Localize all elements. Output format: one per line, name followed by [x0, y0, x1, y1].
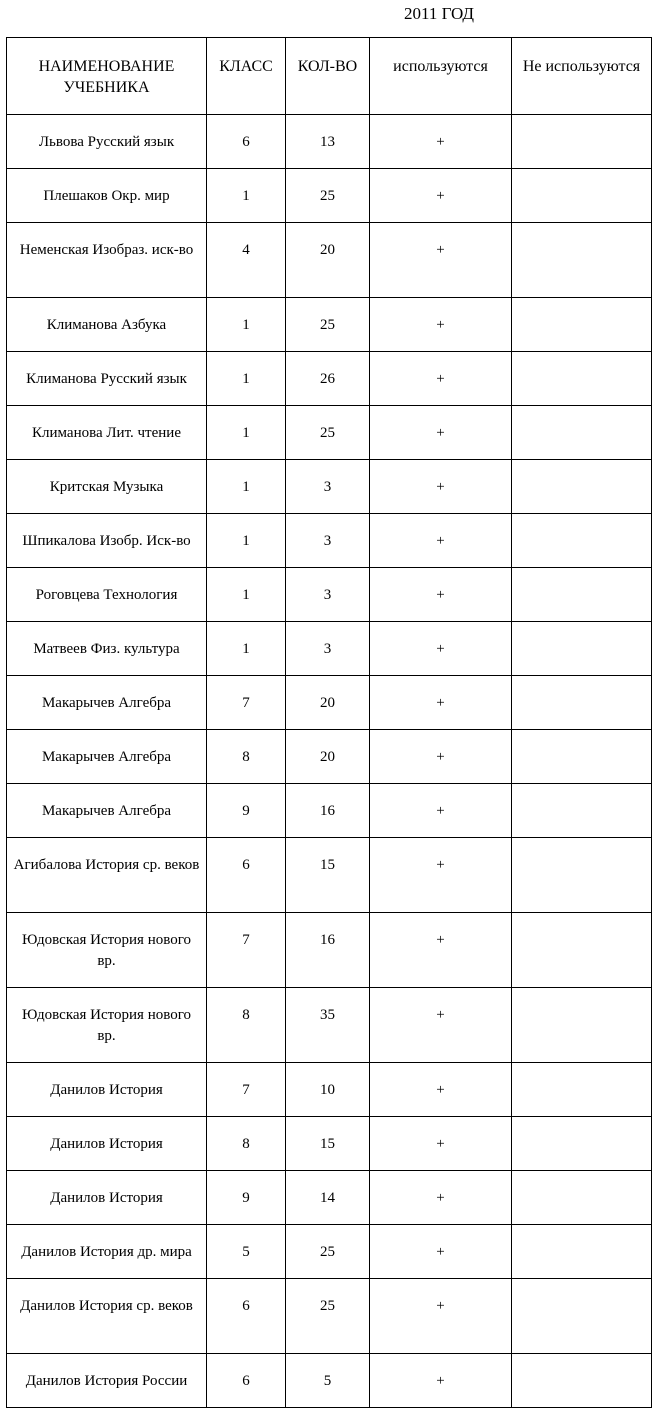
cell-count: 15: [286, 838, 370, 913]
cell-name: Макарычев Алгебра: [7, 730, 207, 784]
cell-count: 3: [286, 514, 370, 568]
cell-name: Агибалова История ср. веков: [7, 838, 207, 913]
cell-name: Матвеев Физ. культура: [7, 622, 207, 676]
cell-used: +: [370, 568, 512, 622]
cell-class: 6: [207, 1279, 286, 1354]
cell-count: 14: [286, 1171, 370, 1225]
table-row: [7, 784, 652, 838]
cell-used: +: [370, 1354, 512, 1408]
cell-used: +: [370, 406, 512, 460]
cell-used: +: [370, 730, 512, 784]
cell-count: 26: [286, 352, 370, 406]
cell-class: 1: [207, 406, 286, 460]
cell-name: Юдовская История нового вр.: [7, 988, 207, 1063]
header-name: НАИМЕНОВАНИЕ УЧЕБНИКА: [7, 38, 207, 115]
cell-count: 13: [286, 115, 370, 169]
cell-not-used: [512, 784, 652, 838]
table-header-row: [7, 38, 652, 115]
cell-used: +: [370, 913, 512, 988]
table-row: [7, 1063, 652, 1117]
table-row: [7, 838, 652, 913]
table-row: [7, 514, 652, 568]
cell-not-used: [512, 568, 652, 622]
cell-used: +: [370, 1117, 512, 1171]
cell-name: Роговцева Технология: [7, 568, 207, 622]
cell-class: 6: [207, 115, 286, 169]
cell-name: Данилов История: [7, 1117, 207, 1171]
cell-used: +: [370, 988, 512, 1063]
cell-count: 15: [286, 1117, 370, 1171]
cell-not-used: [512, 838, 652, 913]
table-row: [7, 622, 652, 676]
cell-class: 1: [207, 514, 286, 568]
cell-count: 20: [286, 676, 370, 730]
cell-not-used: [512, 352, 652, 406]
cell-not-used: [512, 115, 652, 169]
cell-used: +: [370, 169, 512, 223]
cell-not-used: [512, 988, 652, 1063]
cell-name: Юдовская История нового вр.: [7, 913, 207, 988]
cell-name: Климанова Азбука: [7, 298, 207, 352]
table-row: [7, 676, 652, 730]
table-row: [7, 169, 652, 223]
table-row: [7, 1279, 652, 1354]
cell-not-used: [512, 1171, 652, 1225]
cell-name: Данилов История ср. веков: [7, 1279, 207, 1354]
cell-used: +: [370, 1063, 512, 1117]
cell-count: 16: [286, 784, 370, 838]
cell-used: +: [370, 514, 512, 568]
cell-used: +: [370, 838, 512, 913]
cell-class: 5: [207, 1225, 286, 1279]
cell-count: 5: [286, 1354, 370, 1408]
cell-count: 25: [286, 1279, 370, 1354]
table-row: [7, 1225, 652, 1279]
cell-not-used: [512, 169, 652, 223]
cell-used: +: [370, 352, 512, 406]
header-count: КОЛ-ВО: [286, 38, 370, 115]
header-not-used: Не используются: [512, 38, 652, 115]
cell-name: Климанова Лит. чтение: [7, 406, 207, 460]
cell-count: 25: [286, 406, 370, 460]
cell-name: Данилов История России: [7, 1354, 207, 1408]
cell-class: 7: [207, 676, 286, 730]
table-row: [7, 1117, 652, 1171]
cell-name: Плешаков Окр. мир: [7, 169, 207, 223]
cell-count: 3: [286, 568, 370, 622]
cell-used: +: [370, 298, 512, 352]
table-row: [7, 1354, 652, 1408]
cell-class: 8: [207, 988, 286, 1063]
cell-used: +: [370, 460, 512, 514]
cell-name: Макарычев Алгебра: [7, 784, 207, 838]
cell-name: Макарычев Алгебра: [7, 676, 207, 730]
table-row: [7, 988, 652, 1063]
table-row: [7, 568, 652, 622]
table-row: [7, 115, 652, 169]
cell-class: 8: [207, 1117, 286, 1171]
cell-name: Неменская Изобраз. иск-во: [7, 223, 207, 298]
cell-class: 8: [207, 730, 286, 784]
cell-not-used: [512, 514, 652, 568]
table-row: [7, 406, 652, 460]
cell-not-used: [512, 406, 652, 460]
cell-name: Львова Русский язык: [7, 115, 207, 169]
cell-class: 1: [207, 622, 286, 676]
cell-class: 1: [207, 460, 286, 514]
cell-count: 20: [286, 223, 370, 298]
cell-class: 6: [207, 1354, 286, 1408]
cell-not-used: [512, 1354, 652, 1408]
table-row: [7, 1171, 652, 1225]
cell-not-used: [512, 298, 652, 352]
cell-count: 25: [286, 169, 370, 223]
cell-not-used: [512, 1063, 652, 1117]
cell-name: Данилов История др. мира: [7, 1225, 207, 1279]
cell-not-used: [512, 913, 652, 988]
cell-class: 9: [207, 784, 286, 838]
cell-count: 3: [286, 622, 370, 676]
cell-name: Шпикалова Изобр. Иск-во: [7, 514, 207, 568]
cell-used: +: [370, 1225, 512, 1279]
cell-count: 25: [286, 298, 370, 352]
cell-name: Данилов История: [7, 1063, 207, 1117]
year-label: 2011 ГОД: [403, 4, 475, 23]
cell-class: 7: [207, 913, 286, 988]
cell-not-used: [512, 622, 652, 676]
cell-name: Данилов История: [7, 1171, 207, 1225]
cell-count: 35: [286, 988, 370, 1063]
cell-count: 3: [286, 460, 370, 514]
cell-used: +: [370, 676, 512, 730]
cell-class: 1: [207, 352, 286, 406]
table-row: [7, 223, 652, 298]
table-row: [7, 913, 652, 988]
cell-name: Климанова Русский язык: [7, 352, 207, 406]
cell-not-used: [512, 460, 652, 514]
cell-count: 10: [286, 1063, 370, 1117]
table-row: [7, 460, 652, 514]
cell-name: Критская Музыка: [7, 460, 207, 514]
cell-class: 1: [207, 169, 286, 223]
header-used: используются: [370, 38, 512, 115]
cell-count: 25: [286, 1225, 370, 1279]
cell-class: 6: [207, 838, 286, 913]
cell-not-used: [512, 676, 652, 730]
cell-class: 1: [207, 298, 286, 352]
cell-not-used: [512, 1279, 652, 1354]
table-row: [7, 298, 652, 352]
cell-class: 4: [207, 223, 286, 298]
cell-class: 1: [207, 568, 286, 622]
table-row: [7, 352, 652, 406]
cell-count: 20: [286, 730, 370, 784]
cell-not-used: [512, 1117, 652, 1171]
cell-not-used: [512, 1225, 652, 1279]
header-class: КЛАСС: [207, 38, 286, 115]
cell-used: +: [370, 1171, 512, 1225]
textbook-table: [6, 37, 652, 1408]
cell-class: 9: [207, 1171, 286, 1225]
cell-used: +: [370, 622, 512, 676]
cell-not-used: [512, 223, 652, 298]
cell-class: 7: [207, 1063, 286, 1117]
cell-count: 16: [286, 913, 370, 988]
table-row: [7, 730, 652, 784]
cell-used: +: [370, 784, 512, 838]
cell-used: +: [370, 115, 512, 169]
cell-not-used: [512, 730, 652, 784]
cell-used: +: [370, 223, 512, 298]
cell-used: +: [370, 1279, 512, 1354]
